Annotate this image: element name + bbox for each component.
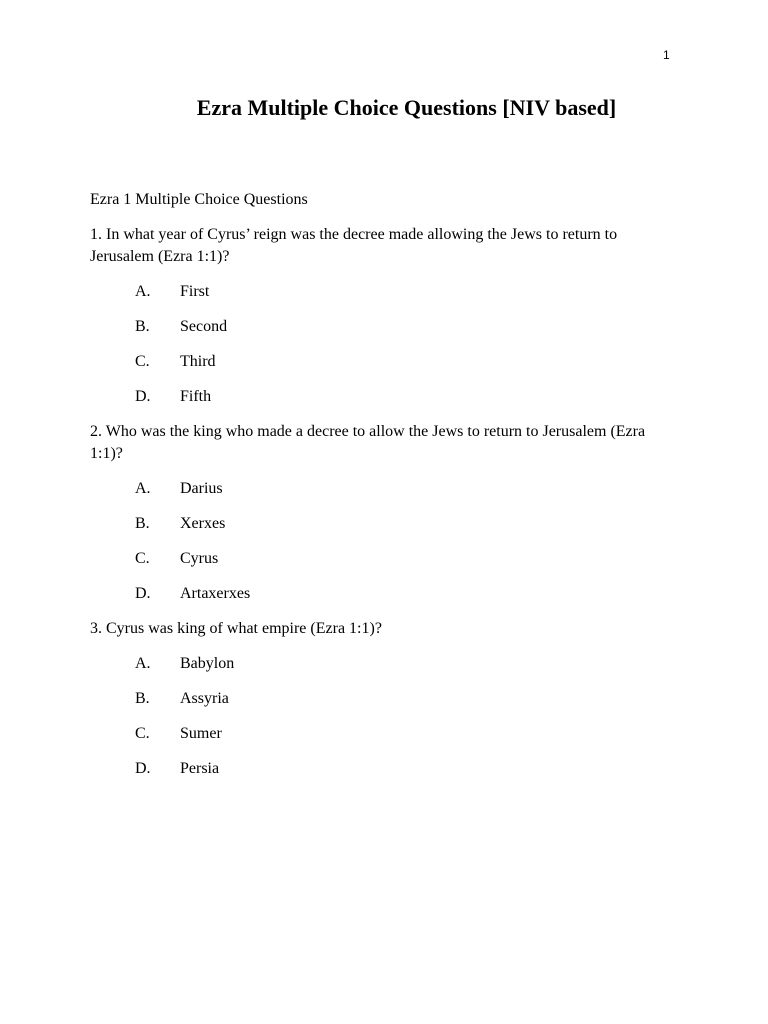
option-letter: D. — [135, 388, 151, 405]
option-letter: C. — [135, 353, 150, 370]
option-item — [90, 513, 680, 535]
option-text: Third — [180, 353, 216, 370]
option-letter: A. — [135, 283, 151, 300]
option-item — [90, 316, 680, 338]
option-text: Fifth — [180, 388, 212, 405]
option-letter: D. — [135, 585, 151, 602]
question-text: 3. Cyrus was king of what empire (Ezra 1:1)? — [90, 620, 382, 637]
option-item — [90, 723, 680, 745]
option-item — [90, 548, 680, 570]
option-text: Cyrus — [180, 550, 219, 567]
option-list — [90, 478, 680, 605]
option-text: Artaxerxes — [180, 585, 251, 602]
question-text: 2. Who was the king who made a decree to allow the Jews to return to Jerusalem (Ezra 1:1)? — [90, 423, 646, 462]
option-list — [90, 281, 680, 408]
question-text: 1. In what year of Cyrus’ reign was the decree made allowing the Jews to return to Jerusalem (Ezra 1:1)? — [90, 226, 618, 265]
option-item — [90, 688, 680, 710]
section-title: Ezra 1 Multiple Choice Questions — [90, 191, 308, 208]
question-3 — [90, 618, 680, 780]
option-item — [90, 386, 680, 408]
option-item — [90, 583, 680, 605]
option-letter: C. — [135, 550, 150, 567]
option-letter: D. — [135, 760, 151, 777]
option-item — [90, 478, 680, 500]
document-body — [90, 189, 680, 793]
option-text: First — [180, 283, 210, 300]
option-text: Persia — [180, 760, 220, 777]
option-letter: B. — [135, 690, 150, 707]
document-title: Ezra Multiple Choice Questions [NIV based] — [196, 95, 617, 120]
option-letter: B. — [135, 318, 150, 335]
option-text: Assyria — [180, 690, 229, 707]
page-number: 1 — [663, 48, 670, 62]
option-text: Babylon — [180, 655, 235, 672]
option-letter: C. — [135, 725, 150, 742]
option-letter: B. — [135, 515, 150, 532]
option-letter: A. — [135, 655, 151, 672]
option-letter: A. — [135, 480, 151, 497]
question-2 — [90, 421, 680, 605]
question-1 — [90, 224, 680, 408]
option-item — [90, 351, 680, 373]
option-list — [90, 653, 680, 780]
option-text: Darius — [180, 480, 223, 497]
option-item — [90, 758, 680, 780]
option-item — [90, 281, 680, 303]
option-text: Xerxes — [180, 515, 226, 532]
option-item — [90, 653, 680, 675]
option-text: Second — [180, 318, 228, 335]
option-text: Sumer — [180, 725, 222, 742]
